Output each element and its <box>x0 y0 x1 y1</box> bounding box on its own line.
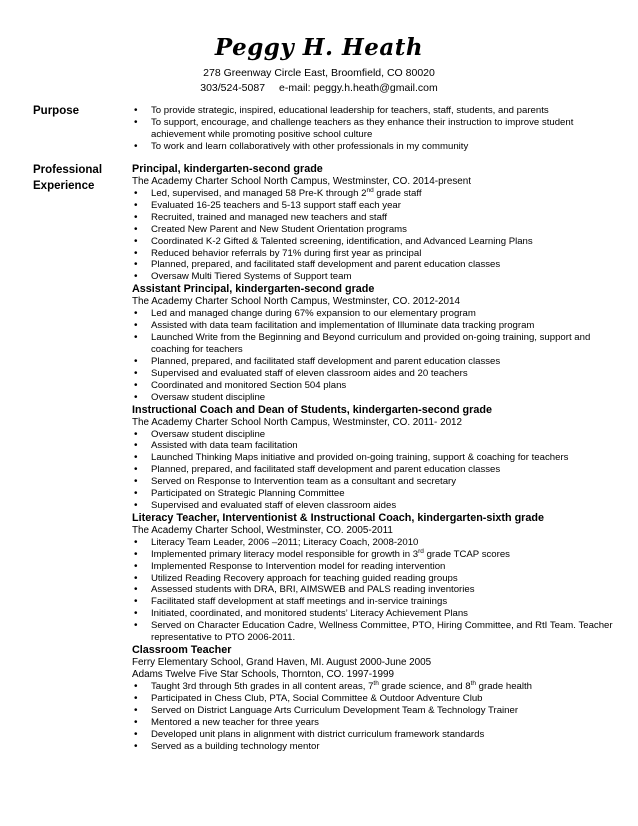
job-title: Classroom Teacher <box>132 644 232 656</box>
purpose-item: • To support, encourage, and challenge teachers as they enhance their instruction to improve student achievement while promoting positive school culture <box>132 117 620 141</box>
purpose-item: • To provide strategic, inspired, educational leadership for teachers, staff, students, and parents <box>132 105 620 117</box>
duty-item: • Coordinated K-2 Gifted & Talented screening, identification, and Advanced Learning Plans <box>132 236 620 248</box>
duty-item: • Served on Character Education Cadre, Wellness Committee, PTO, Hiring Committee, and RtI Team. Teacher representative to PTO 2006-2011. <box>132 620 620 644</box>
duty-item: • Literacy Team Leader, 2006 –2011; Literacy Coach, 2008-2010 <box>132 537 620 549</box>
duty-item: • Served as a building technology mentor <box>132 741 620 753</box>
duty-item: • Supervised and evaluated staff of eleven classroom aides and 20 teachers <box>132 368 620 380</box>
duty-item: • Assessed students with DRA, BRI, AIMSWEB and PALS reading inventories <box>132 584 620 596</box>
duty-item: • Served on District Language Arts Curriculum Development Team & Technology Trainer <box>132 705 620 717</box>
duty-item: • Mentored a new teacher for three years <box>132 717 620 729</box>
job-entry <box>132 644 620 752</box>
purpose-heading: Purpose <box>33 105 80 117</box>
job-organization: The Academy Charter School, Westminster, CO. 2005-2011 <box>132 524 393 536</box>
duty-item: • Participated in Chess Club, PTA, Social Committee & Outdoor Adventure Club <box>132 693 620 705</box>
purpose-section <box>132 105 620 153</box>
duty-item <box>132 549 620 561</box>
resume-name: Peggy H. Heath <box>214 34 424 61</box>
experience-heading-line: Experience <box>33 180 95 192</box>
duty-item: • Participated on Strategic Planning Committee <box>132 488 620 500</box>
job-entry <box>132 283 620 403</box>
duty-item: • Reduced behavior referrals by 71% during first year as principal <box>132 248 620 260</box>
duty-item: • Led and managed change during 67% expansion to our elementary program <box>132 308 620 320</box>
experience-section <box>132 163 620 752</box>
job-organization: The Academy Charter School North Campus, Westminster, CO. 2011- 2012 <box>132 416 463 428</box>
duty-text: Taught 3rd through 5th grades in all content areas, 7th grade science, and 8th grade health <box>151 679 533 692</box>
duty-item: • Oversaw student discipline <box>132 392 620 404</box>
duty-item: • Initiated, coordinated, and monitored students’ Literacy Achievement Plans <box>132 608 620 620</box>
duty-item: • Planned, prepared, and facilitated staff development and parent education classes <box>132 356 620 368</box>
duty-item: • Evaluated 16-25 teachers and 5-13 support staff each year <box>132 200 620 212</box>
duty-item: • Created New Parent and New Student Orientation programs <box>132 224 620 236</box>
job-organization: Adams Twelve Five Star Schools, Thornton, CO. 1997-1999 <box>132 669 395 680</box>
experience-heading <box>33 162 102 194</box>
job-entry <box>132 512 620 644</box>
duty-item: • Planned, prepared, and facilitated staff development and parent education classes <box>132 464 620 476</box>
job-title: Instructional Coach and Dean of Students, kindergarten-second grade <box>132 403 492 416</box>
job-title: Assistant Principal, kindergarten-second grade <box>132 283 375 296</box>
experience-heading-line: Professional <box>33 164 103 176</box>
duty-item: • Planned, prepared, and facilitated staff development and parent education classes <box>132 259 620 271</box>
duty-text: Implemented primary literacy model responsible for growth in 3rd grade TCAP scores <box>151 547 510 560</box>
job-organization: The Academy Charter School North Campus, Westminster, CO. 2014-present <box>132 176 472 187</box>
duty-item: • Served on Response to Intervention team as a consultant and secretary <box>132 476 620 488</box>
email-address: e-mail: peggy.h.heath@gmail.com <box>279 82 438 94</box>
job-title: Principal, kindergarten-second grade <box>132 163 323 175</box>
duty-text: Led, supervised, and managed 58 Pre-K through 2nd grade staff <box>151 186 422 199</box>
duty-item: • Launched Write from the Beginning and Beyond curriculum and provided on-going training, support and coaching for teachers <box>132 332 620 356</box>
purpose-item: • To work and learn collaboratively with other professionals in my community <box>132 141 620 153</box>
job-duties <box>132 681 620 752</box>
job-title: Literacy Teacher, Interventionist & Instructional Coach, kindergarten-sixth grade <box>132 511 544 524</box>
job-duties <box>132 308 620 403</box>
duty-item: • Launched Thinking Maps initiative and provided on-going training, support & coaching for teachers <box>132 452 620 464</box>
duty-item: • Oversaw student discipline <box>132 429 620 441</box>
job-duties <box>132 188 620 283</box>
job-entry <box>132 404 620 512</box>
address-line: 278 Greenway Circle East, Broomfield, CO 80020 <box>203 67 435 79</box>
job-entry <box>132 163 620 283</box>
contact-line <box>0 82 638 94</box>
duty-item <box>132 681 620 693</box>
duty-item: • Assisted with data team facilitation <box>132 440 620 452</box>
duty-item: • Supervised and evaluated staff of eleven classroom aides <box>132 500 620 512</box>
duty-item: • Recruited, trained and managed new teachers and staff <box>132 212 620 224</box>
duty-item <box>132 188 620 200</box>
duty-item: • Coordinated and monitored Section 504 plans <box>132 380 620 392</box>
job-organization: Ferry Elementary School, Grand Haven, MI. August 2000-June 2005 <box>132 657 432 668</box>
duty-item: • Oversaw Multi Tiered Systems of Support team <box>132 271 620 283</box>
phone-number: 303/524-5087 <box>200 82 266 94</box>
job-duties <box>132 537 620 644</box>
duty-item: • Developed unit plans in alignment with district curriculum framework standards <box>132 729 620 741</box>
duty-item: • Implemented Response to Intervention model for reading intervention <box>132 561 620 573</box>
duty-item: • Assisted with data team facilitation and implementation of Illuminate data tracking program <box>132 320 620 332</box>
job-organization: The Academy Charter School North Campus, Westminster, CO. 2012-2014 <box>132 296 461 308</box>
purpose-list <box>132 105 620 153</box>
duty-item: • Utilized Reading Recovery approach for teaching guided reading groups <box>132 573 620 585</box>
duty-item: • Facilitated staff development at staff meetings and in-service trainings <box>132 596 620 608</box>
job-duties <box>132 429 620 512</box>
